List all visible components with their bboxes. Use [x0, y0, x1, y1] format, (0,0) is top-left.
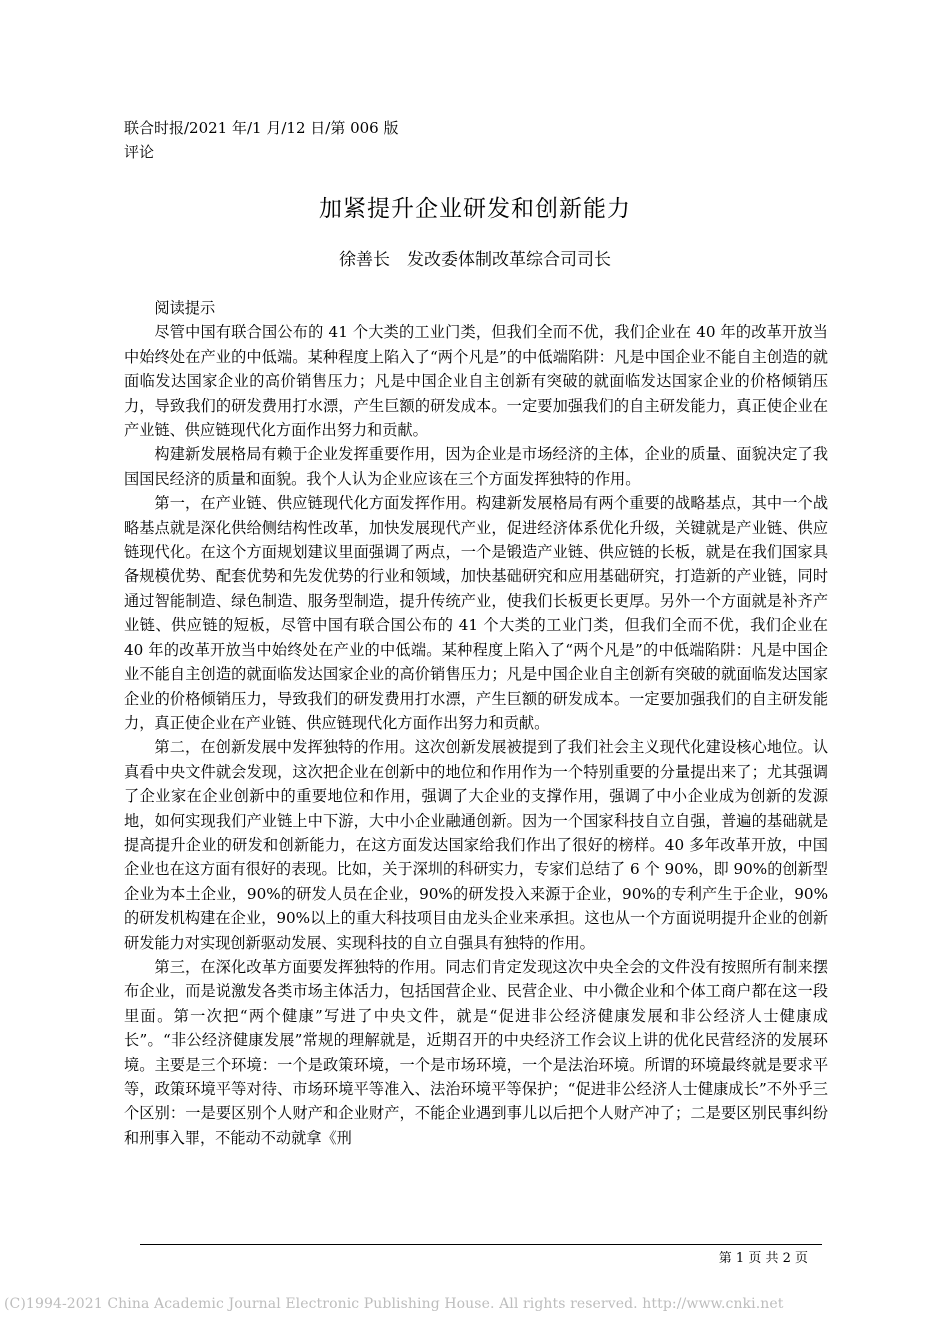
footer-divider — [140, 1244, 822, 1245]
paragraph-third-point: 第三，在深化改革方面要发挥独特的作用。同志们肯定发现这次中央全会的文件没有按照所有制来摆布企业，而是说激发各类市场主体活力，包括国营企业、民营企业、中小微企业和个体工商户都在这一段里面。第一次把“两个健康”写进了中央文件，就是“促进非公经济健康发展和非公经济人士健康成长”。“非公经济健康发展”常规的理解就是，近期召开的中央经济工作会议上讲的优化民营经济的发展环境。主要是三个环境：一个是政策环境，一个是市场环境，一个是法治环境。所谓的环境最终就是要求平等，政策环境平等对待、市场环境平等准入、法治环境平等保护；“促进非公经济人士健康成长”不外乎三个区别：一是要区别个人财产和企业财产，不能企业遇到事儿以后把个人财产冲了；二是要区别民事纠纷和刑事入罪，不能动不动就拿《刑 — [124, 957, 828, 1147]
paragraph-lead: 尽管中国有联合国公布的 41 个大类的工业门类，但我们全而不优，我们企业在 40 年的改革开放当中始终处在产业的中低端。某种程度上陷入了“两个凡是”的中低端陷阱：凡是中国企业不能自主创造的就面临发达国家企业的高价销售压力；凡是中国企业自主创新有突破的就面临发达国家企业的价格倾销压力，导致我们的研发费用打水漂，产生巨额的研发成本。一定要加强我们的自主研发能力，真正使企业在产业链、供应链现代化方面作出努力和贡献。 — [124, 323, 828, 440]
paragraph-intro: 构建新发展格局有赖于企业发挥重要作用，因为企业是市场经济的主体，企业的质量、面貌决定了我国国民经济的质量和面貌。我个人认为企业应该在三个方面发挥独特的作用。 — [124, 445, 828, 488]
article-byline: 徐善长 发改委体制改革综合司司长 — [339, 250, 611, 270]
article-body — [124, 296, 828, 1150]
source-line: 联合时报/2021 年/1 月/12 日/第 006 版 — [124, 119, 399, 137]
lead-label: 阅读提示 — [154, 299, 216, 317]
source-header — [124, 116, 399, 164]
copyright-watermark: (C)1994-2021 China Academic Journal Electronic Publishing House. All rights reserved. http://www.cnki.net — [4, 1296, 784, 1312]
page-number: 第 1 页 共 2 页 — [718, 1251, 808, 1266]
paragraph-second-point: 第二，在创新发展中发挥独特的作用。这次创新发展被提到了我们社会主义现代化建设核心地位。认真看中央文件就会发现，这次把企业在创新中的地位和作用作为一个特别重要的分量提出来了；尤其强调了企业家在企业创新中的重要地位和作用，强调了大企业的支撑作用，强调了中小企业成为创新的发源地，如何实现我们产业链上中下游，大中小企业融通创新。因为一个国家科技自立自强，普遍的基础就是提高提升企业的研发和创新能力，在这方面发达国家给我们作出了很好的榜样。40 多年改革开放，中国企业也在这方面有很好的表现。比如，关于深圳的科研实力，专家们总结了 6 个 90%，即 90%的创新型企业为本土企业，90%的研发人员在企业，90%的研发投入来源于企业，90%的专利产生于企业，90%的研发机构建在企业，90%以上的重大科技项目由龙头企业来承担。这也从一个方面说明提升企业的创新研发能力对实现创新驱动发展、实现科技的自立自强具有独特的作用。 — [124, 738, 828, 952]
section-label: 评论 — [124, 143, 155, 161]
article-title: 加紧提升企业研发和创新能力 — [319, 196, 631, 222]
paragraph-first-point: 第一，在产业链、供应链现代化方面发挥作用。构建新发展格局有两个重要的战略基点，其中一个战略基点就是深化供给侧结构性改革，加快发展现代产业，促进经济体系优化升级，关键就是产业链、供应链现代化。在这个方面规划建议里面强调了两点，一个是锻造产业链、供应链的长板，就是在我们国家具备规模优势、配套优势和先发优势的行业和领域，加快基础研究和应用基础研究，打造新的产业链，同时通过智能制造、绿色制造、服务型制造，提升传统产业，使我们长板更长更厚。另外一个方面就是补齐产业链、供应链的短板，尽管中国有联合国公布的 41 个大类的工业门类，但我们全而不优，我们企业在 40 年的改革开放当中始终处在产业的中低端。某种程度上陷入了“两个凡是”的中低端陷阱：凡是中国企业不能自主创造的就面临发达国家企业的高价销售压力；凡是中国企业自主创新有突破的就面临发达国家企业的价格倾销压力，导致我们的研发费用打水漂，产生巨额的研发成本。一定要加强我们的自主研发能力，真正使企业在产业链、供应链现代化方面作出努力和贡献。 — [124, 494, 828, 732]
